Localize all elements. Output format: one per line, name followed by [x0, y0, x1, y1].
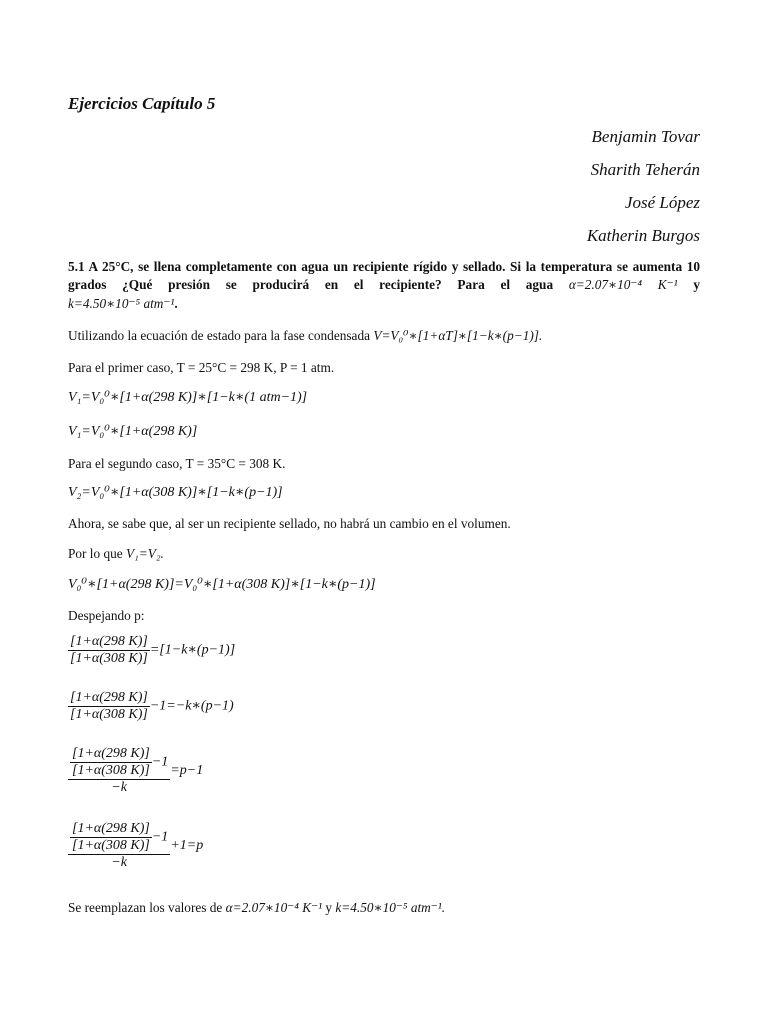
ratio-fraction — [68, 634, 150, 667]
equation-6-rhs: −1=−k∗(p−1) — [149, 698, 234, 714]
alpha-value: α=2.07∗10⁻⁴ K⁻¹ — [568, 277, 678, 292]
equation-7-rhs: =p−1 — [170, 763, 204, 779]
paragraph-state-equation — [68, 327, 700, 345]
compound-fraction — [68, 746, 170, 796]
equality-text: Por lo que — [68, 546, 123, 561]
fraction-denominator: [1+α(308 K)] — [72, 763, 150, 778]
equation-2: V₁=V₀⁰∗[1+α(298 K)] — [68, 424, 198, 439]
fraction-numerator: [1+α(298 K)] — [70, 690, 148, 705]
equation-8-rhs: +1=p — [170, 838, 204, 854]
fraction-denominator: [1+α(308 K)] — [72, 838, 150, 853]
minus-one: −1 — [151, 829, 169, 845]
substitute-k: k=4.50∗10⁻⁵ atm⁻¹. — [335, 900, 446, 915]
equation-8 — [68, 821, 203, 871]
fraction-denominator: [1+α(308 K)] — [70, 651, 148, 666]
equation-5-rhs: =[1−k∗(p−1)] — [149, 642, 236, 658]
author-3: José López — [624, 193, 700, 212]
compound-fraction — [68, 821, 170, 871]
minus-one: −1 — [151, 754, 169, 770]
substitute-text: Se reemplazan los valores de — [68, 900, 223, 915]
equation-5 — [68, 634, 235, 667]
paragraph-solve: Despejando p: — [68, 608, 145, 623]
compound-denominator: −k — [111, 855, 127, 870]
equation-1: V₁=V₀⁰∗[1+α(298 K)]∗[1−k∗(1 atm−1)] — [68, 390, 308, 405]
fraction-numerator: [1+α(298 K)] — [72, 746, 150, 761]
compound-numerator — [68, 821, 170, 855]
fraction-numerator: [1+α(298 K)] — [70, 634, 148, 649]
equation-4: V₀⁰∗[1+α(298 K)]=V₀⁰∗[1+α(308 K)]∗[1−k∗(p−1)] — [68, 577, 376, 592]
ratio-fraction — [68, 690, 150, 723]
substitute-alpha: α=2.07∗10⁻⁴ K⁻¹ — [225, 900, 323, 915]
ratio-fraction — [70, 821, 152, 854]
volume-equality: V₁=V₂. — [126, 546, 164, 561]
problem-k-line: k=4.50∗10⁻⁵ atm⁻¹. — [68, 296, 178, 311]
ratio-fraction — [70, 746, 152, 779]
problem-text: 5.1 A 25°C, se llena completamente con agua un recipiente rígido y sellado. Si la temperatura se aumenta 10 grados ¿Qué presión se producirá en el recipiente? Para el agua — [68, 259, 700, 292]
state-equation-text: Utilizando la ecuación de estado para la fase condensada — [68, 328, 370, 343]
equation-6 — [68, 690, 234, 723]
author-4: Katherin Burgos — [586, 226, 700, 245]
paragraph-case-2: Para el segundo caso, T = 35°C = 308 K. — [68, 456, 286, 471]
paragraph-volume: Ahora, se sabe que, al ser un recipiente sellado, no habrá un cambio en el volumen. — [68, 516, 511, 531]
problem-statement — [68, 258, 700, 294]
author-2: Sharith Teherán — [590, 160, 700, 179]
substitute-conj: y — [325, 900, 333, 915]
paragraph-substitute — [68, 899, 700, 917]
author-1: Benjamin Tovar — [591, 127, 700, 146]
problem-conj: y — [693, 277, 700, 292]
paragraph-case-1: Para el primer caso, T = 25°C = 298 K, P = 1 atm. — [68, 360, 335, 375]
fraction-numerator: [1+α(298 K)] — [72, 821, 150, 836]
equation-3: V₂=V₀⁰∗[1+α(308 K)]∗[1−k∗(p−1)] — [68, 485, 283, 500]
state-equation: V=V₀⁰∗[1+αT]∗[1−k∗(p−1)]. — [373, 328, 543, 343]
equation-7 — [68, 746, 203, 796]
fraction-denominator: [1+α(308 K)] — [70, 707, 148, 722]
document-title: Ejercicios Capítulo 5 — [68, 94, 216, 113]
k-value: k=4.50∗10⁻⁵ atm⁻¹ — [68, 296, 175, 311]
compound-numerator — [68, 746, 170, 780]
paragraph-equality — [68, 545, 700, 563]
compound-denominator: −k — [111, 780, 127, 795]
